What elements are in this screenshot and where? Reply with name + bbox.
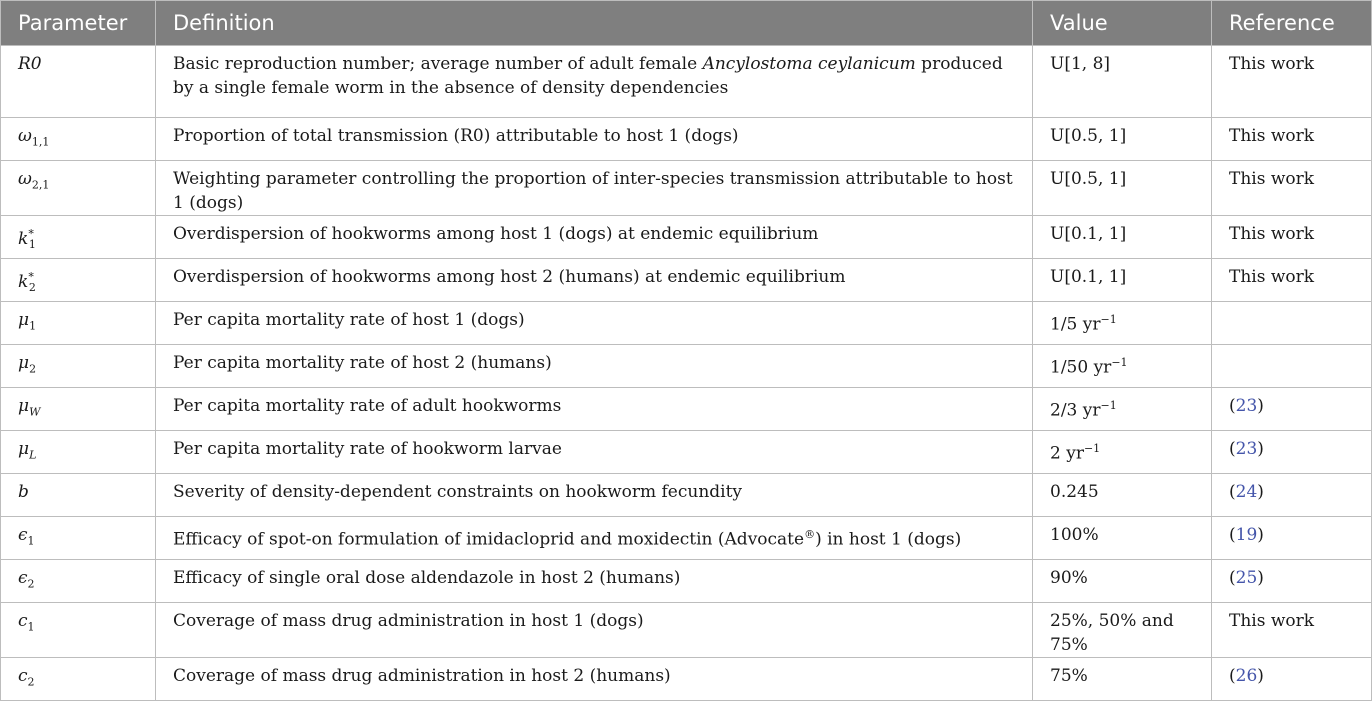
parameter-cell: [1, 118, 156, 161]
table-row: [1, 474, 1372, 517]
definition-cell: Per capita mortality rate of host 2 (humans): [156, 345, 1033, 388]
parameter-cell: [1, 259, 156, 302]
table-row: [1, 216, 1372, 259]
symbol: $\mu_W$: [18, 396, 41, 419]
parameter-cell: [1, 431, 156, 474]
reference-link[interactable]: 26: [1235, 666, 1258, 686]
table-row: [1, 118, 1372, 161]
species-name: Ancylostoma ceylanicum: [702, 54, 916, 74]
reference-cell: (23): [1212, 388, 1372, 431]
value-cell: U[0.1, 1]: [1033, 216, 1212, 259]
parameter-cell: [1, 388, 156, 431]
reference-link[interactable]: 25: [1235, 568, 1258, 588]
definition-cell: Coverage of mass drug administration in host 1 (dogs): [156, 603, 1033, 658]
definition-cell: Per capita mortality rate of host 1 (dogs): [156, 302, 1033, 345]
value-cell: 2/3 $yr^{-1}$: [1033, 388, 1212, 431]
parameter-cell: [1, 603, 156, 658]
table-row: [1, 560, 1372, 603]
parameter-cell: [1, 474, 156, 517]
table-row: [1, 517, 1372, 560]
parameter-cell: [1, 161, 156, 216]
definition-cell: Coverage of mass drug administration in host 2 (humans): [156, 658, 1033, 701]
table-row: [1, 658, 1372, 701]
reference-cell: This work: [1212, 603, 1372, 658]
symbol: $c_1$: [18, 611, 35, 634]
symbol: $\mu_2$: [18, 353, 37, 376]
table-row: [1, 161, 1372, 216]
value-cell: 1/5 $yr^{-1}$: [1033, 302, 1212, 345]
reference-link[interactable]: 24: [1235, 482, 1258, 502]
definition-cell: Basic reproduction number; average number of adult female Ancylostoma ceylanicum produced by a single female worm in the absence of density dependencies: [156, 46, 1033, 118]
parameter-cell: [1, 560, 156, 603]
parameter-cell: [1, 345, 156, 388]
reference-cell: This work: [1212, 216, 1372, 259]
symbol: $\omega_{2,1}$: [18, 169, 50, 192]
value-cell: 90%: [1033, 560, 1212, 603]
header-definition: Definition: [156, 1, 1033, 46]
value-cell: 1/50 $yr^{-1}$: [1033, 345, 1212, 388]
symbol: $\epsilon_1$: [18, 525, 35, 548]
definition-cell: Severity of density-dependent constraints on hookworm fecundity: [156, 474, 1033, 517]
symbol: $k^*_2$: [18, 270, 36, 295]
reference-link[interactable]: 23: [1235, 439, 1258, 459]
value-cell: 75%: [1033, 658, 1212, 701]
header-value: Value: [1033, 1, 1212, 46]
value-cell: U[0.5, 1]: [1033, 118, 1212, 161]
value-cell: 2 $yr^{-1}$: [1033, 431, 1212, 474]
reference-cell: [1212, 302, 1372, 345]
value-cell: U[0.1, 1]: [1033, 259, 1212, 302]
header-parameter: Parameter: [1, 1, 156, 46]
definition-cell: Proportion of total transmission (R0) attributable to host 1 (dogs): [156, 118, 1033, 161]
symbol: $\mu_1$: [18, 310, 37, 333]
reference-cell: (23): [1212, 431, 1372, 474]
parameter-cell: [1, 658, 156, 701]
table-header-row: [1, 1, 1372, 46]
parameter-cell: [1, 216, 156, 259]
reference-cell: (26): [1212, 658, 1372, 701]
definition-cell: Overdispersion of hookworms among host 1 (dogs) at endemic equilibrium: [156, 216, 1033, 259]
reference-cell: This work: [1212, 161, 1372, 216]
table-row: [1, 259, 1372, 302]
reference-cell: (24): [1212, 474, 1372, 517]
reference-link[interactable]: 23: [1235, 396, 1258, 416]
reference-cell: (19): [1212, 517, 1372, 560]
reference-cell: This work: [1212, 46, 1372, 118]
reference-cell: This work: [1212, 259, 1372, 302]
reference-cell: (25): [1212, 560, 1372, 603]
definition-cell: Overdispersion of hookworms among host 2 (humans) at endemic equilibrium: [156, 259, 1033, 302]
parameter-cell: [1, 302, 156, 345]
table-row: [1, 46, 1372, 118]
table-row: [1, 302, 1372, 345]
value-cell: 25%, 50% and 75%: [1033, 603, 1212, 658]
table-row: [1, 431, 1372, 474]
header-reference: Reference: [1212, 1, 1372, 46]
parameter-cell: [1, 46, 156, 118]
definition-cell: Efficacy of single oral dose aldendazole in host 2 (humans): [156, 560, 1033, 603]
definition-cell: Per capita mortality rate of hookworm larvae: [156, 431, 1033, 474]
table-row: [1, 388, 1372, 431]
symbol: $\epsilon_2$: [18, 568, 35, 591]
symbol: $k^*_1$: [18, 227, 36, 252]
reference-cell: [1212, 345, 1372, 388]
parameter-cell: [1, 517, 156, 560]
value-cell: U[0.5, 1]: [1033, 161, 1212, 216]
reference-link[interactable]: 19: [1235, 525, 1258, 545]
definition-cell: Per capita mortality rate of adult hookworms: [156, 388, 1033, 431]
definition-cell: Efficacy of spot-on formulation of imidacloprid and moxidectin (Advocate®) in host 1 (dogs): [156, 517, 1033, 560]
table-row: [1, 603, 1372, 658]
symbol: $\omega_{1,1}$: [18, 126, 50, 149]
symbol: R0: [18, 54, 42, 74]
value-cell: 100%: [1033, 517, 1212, 560]
symbol: b: [18, 482, 29, 502]
value-cell: U[1, 8]: [1033, 46, 1212, 118]
table-row: [1, 345, 1372, 388]
symbol: $\mu_L$: [18, 439, 37, 462]
reference-cell: This work: [1212, 118, 1372, 161]
definition-cell: Weighting parameter controlling the proportion of inter-species transmission attributable to host 1 (dogs): [156, 161, 1033, 216]
symbol: $c_2$: [18, 666, 35, 689]
value-cell: 0.245: [1033, 474, 1212, 517]
